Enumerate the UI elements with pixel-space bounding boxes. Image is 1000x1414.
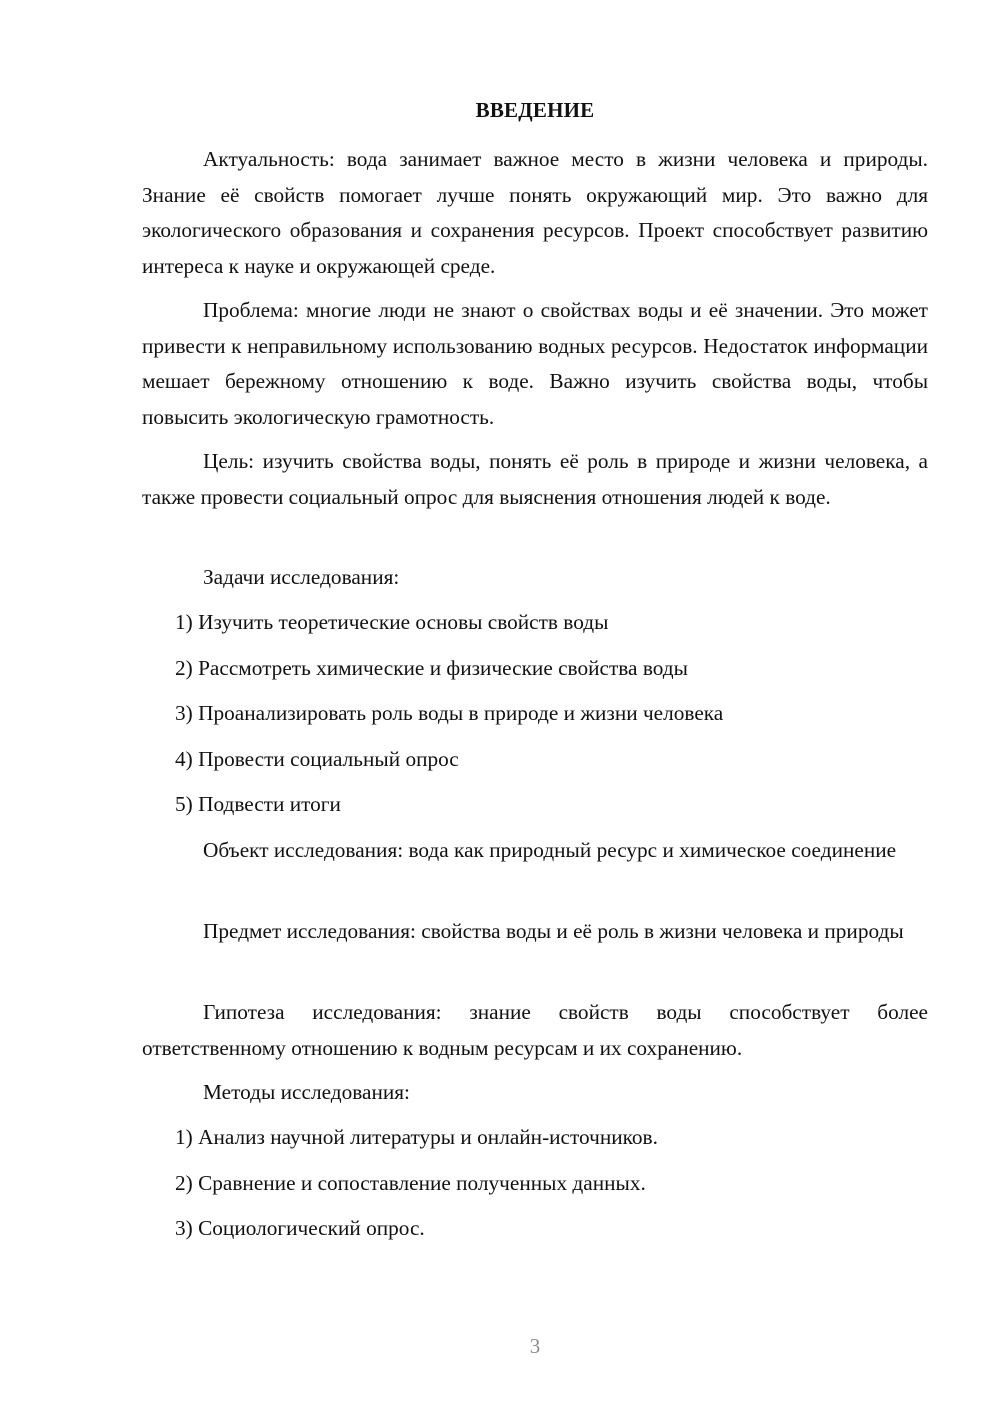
paragraph-object: Объект исследования: вода как природный ресурс и химическое соединение — [203, 838, 897, 862]
task-item-3: 3) Проанализировать роль воды в природе и жизни человека — [175, 701, 724, 725]
paragraph-relevance: Актуальность: вода занимает важное место в жизни человека и природы. Знание её свойств помогает лучше понять окружающий мир. Это важно для экологического образования и сохранения ресурсов. Проект способствует развитию интереса к науке и окружающей среде. — [142, 147, 928, 278]
paragraph-subject: Предмет исследования: свойства воды и её роль в жизни человека и природы — [203, 919, 904, 943]
tasks-heading: Задачи исследования: — [203, 565, 400, 589]
task-item-4: 4) Провести социальный опрос — [175, 747, 459, 771]
task-item-2: 2) Рассмотреть химические и физические свойства воды — [175, 656, 688, 680]
method-item-3: 3) Социологический опрос. — [175, 1216, 425, 1240]
method-item-1: 1) Анализ научной литературы и онлайн-источников. — [175, 1125, 658, 1149]
paragraph-hypothesis: Гипотеза исследования: знание свойств воды способствует более ответственному отношению к водным ресурсам и их сохранению. — [142, 1000, 928, 1060]
task-item-5: 5) Подвести итоги — [175, 792, 341, 816]
section-title: ВВЕДЕНИЕ — [475, 98, 595, 122]
document-page — [142, 0, 928, 1414]
page-number: 3 — [529, 1334, 541, 1358]
methods-heading: Методы исследования: — [203, 1080, 410, 1104]
method-item-2: 2) Сравнение и сопоставление полученных данных. — [175, 1171, 646, 1195]
paragraph-problem: Проблема: многие люди не знают о свойствах воды и её значении. Это может привести к неправильному использованию водных ресурсов. Недостаток информации мешает бережному отношению к воде. Важно изучить свойства воды, чтобы повысить экологическую грамотность. — [142, 298, 928, 429]
task-item-1: 1) Изучить теоретические основы свойств воды — [175, 610, 609, 634]
paragraph-goal: Цель: изучить свойства воды, понять её роль в природе и жизни человека, а также провести социальный опрос для выяснения отношения людей к воде. — [142, 449, 928, 509]
